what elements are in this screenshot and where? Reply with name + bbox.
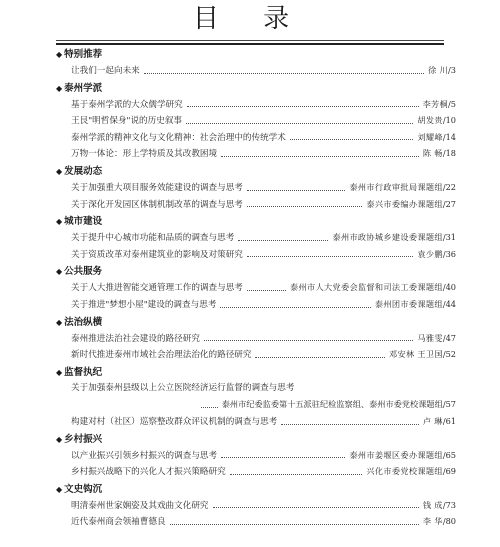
entry-page: /22 — [442, 182, 456, 192]
entry-title: 明清泰州世家娴姿及其戏曲文化研究 — [71, 500, 209, 511]
section-name: 公共服务 — [64, 266, 103, 278]
entry-author: 泰兴市委编办课题组 — [366, 198, 443, 209]
leader-dots — [230, 468, 363, 475]
entry-author: 李芳桐 — [422, 98, 449, 109]
section-heading — [56, 434, 102, 446]
leader-dots — [213, 501, 419, 508]
entry-author: 袁少鹏 — [417, 248, 443, 259]
leader-dots — [247, 184, 346, 191]
section-heading — [56, 317, 102, 329]
entry-title: 万物一体论：形上学特质及其改教困境 — [71, 149, 218, 160]
section-name: 特别推荐 — [64, 49, 103, 60]
section-name: 文史钩沉 — [64, 483, 103, 495]
entry-author: 泰州市行政审批局课题组 — [349, 182, 443, 192]
entry-page: /52 — [442, 349, 456, 360]
section-heading — [56, 49, 102, 61]
leader-dots — [255, 351, 385, 358]
entry-title: 关于人大推进智能交通管理工作的调查与思考 — [71, 283, 243, 294]
leader-dots — [187, 100, 419, 107]
leader-dots — [290, 133, 413, 140]
entry-author: 泰州市政协城乡建设委课题组 — [332, 232, 443, 243]
entry-title: 泰州推进法治社会建设的路径研究 — [71, 333, 200, 344]
leader-dots — [247, 284, 286, 291]
leader-dots — [186, 117, 413, 124]
section-heading — [56, 166, 102, 178]
entry-page: /31 — [442, 232, 456, 243]
toc-entry[interactable] — [71, 281, 456, 293]
toc-entry[interactable] — [71, 147, 456, 159]
entry-page: /73 — [442, 499, 456, 510]
toc-entry[interactable] — [71, 181, 456, 193]
entry-page: /69 — [442, 466, 456, 477]
entry-author: 泰州市人大党委会监督和司法工委课题组 — [290, 282, 443, 293]
page-title: 目 录 — [192, 4, 308, 34]
leader-dots — [281, 418, 419, 425]
toc-entry[interactable] — [71, 332, 456, 344]
leader-dots — [170, 518, 419, 525]
toc-entry[interactable] — [71, 348, 456, 360]
entry-author: 卢 琳 — [422, 416, 443, 426]
toc-entry[interactable] — [71, 64, 456, 76]
entry-title: 乡村振兴战略下的兴化人才振兴策略研究 — [71, 467, 226, 478]
leader-dots — [247, 200, 363, 207]
toc-entry[interactable] — [71, 231, 456, 243]
entry-page: /10 — [442, 115, 456, 126]
entry-title: 关于资质改革对泰州建筑业的影响及对策研究 — [71, 249, 243, 260]
entry-title: 王艮"明哲保身"说的历史叙事 — [71, 116, 183, 127]
diamond-bullet-icon: ◆ — [56, 217, 63, 227]
leader-dots — [220, 301, 370, 308]
leader-dots — [247, 250, 413, 257]
entry-author: 胡发贵 — [417, 115, 443, 126]
section-name: 监督执纪 — [64, 366, 103, 378]
entry-title: 关于加强泰州县级以上公立医院经济运行监督的调查与思考 — [71, 382, 295, 393]
entry-author: 李 华 — [422, 516, 443, 527]
entry-author: 马雅雯 — [417, 332, 443, 343]
entry-title: 新时代推进泰州市域社会治理法治化的路径研究 — [71, 350, 252, 361]
entry-title: 关于深化开发园区体制机制改革的调查与思考 — [71, 199, 243, 210]
toc-entry[interactable] — [71, 499, 456, 511]
section-heading — [56, 216, 102, 228]
diamond-bullet-icon: ◆ — [56, 367, 63, 377]
entry-page: /65 — [442, 449, 456, 460]
diamond-bullet-icon: ◆ — [56, 434, 63, 444]
leader-dots — [221, 150, 419, 157]
section-name: 法治纵横 — [64, 316, 103, 328]
diamond-bullet-icon: ◆ — [56, 167, 63, 176]
title-rule-thick — [56, 43, 444, 45]
entry-page: /5 — [448, 98, 456, 109]
entry-title: 让我们一起向未来 — [71, 66, 140, 76]
entry-page: /47 — [442, 332, 456, 343]
section-name: 发展动态 — [64, 166, 103, 177]
toc-entry[interactable] — [71, 298, 456, 310]
entry-title: 泰州学派的精神文化与文化精神：社会治理中的传统学术 — [71, 132, 286, 143]
entry-title: 基于泰州学派的大众儒学研究 — [71, 99, 183, 110]
entry-page: /80 — [442, 516, 456, 527]
entry-page: /61 — [442, 416, 456, 426]
entry-author: 陈 畅 — [422, 148, 443, 159]
entry-title: 关于提升中心城市功能和品质的调查与思考 — [71, 233, 235, 244]
section-heading — [56, 266, 102, 278]
entry-page: /57 — [442, 399, 456, 410]
diamond-bullet-icon: ◆ — [56, 484, 63, 494]
entry-page: /3 — [448, 65, 456, 75]
entry-author: 徐 川 — [428, 65, 449, 75]
entry-title: 近代泰州商会领袖曹德良 — [71, 517, 166, 528]
leader-dots — [221, 451, 345, 458]
section-name: 城市建设 — [64, 216, 103, 228]
toc-entry[interactable] — [71, 98, 456, 110]
entry-page: /14 — [442, 131, 456, 142]
diamond-bullet-icon: ◆ — [56, 83, 63, 93]
leader-dots — [144, 67, 424, 74]
entry-title: 以产业振兴引领乡村振兴的调查与思考 — [71, 450, 218, 461]
entry-title: 构建对村（社区）巡察整改群众评议机制的调查与思考 — [71, 417, 278, 427]
entry-author: 邓安林 王卫国 — [388, 349, 443, 360]
section-name: 乡村振兴 — [64, 433, 103, 445]
toc-entry[interactable] — [71, 449, 456, 461]
leader-dots — [204, 334, 413, 341]
toc-entry[interactable] — [71, 415, 456, 427]
toc-entry[interactable] — [71, 198, 456, 210]
section-heading — [56, 367, 102, 379]
entry-page: /18 — [442, 148, 456, 159]
toc-entry[interactable] — [71, 131, 456, 143]
section-heading — [56, 484, 102, 496]
entry-page: /40 — [442, 282, 456, 293]
entry-page: /36 — [442, 248, 456, 259]
diamond-bullet-icon: ◆ — [56, 317, 63, 327]
toc-entry-continuation — [71, 398, 456, 410]
toc-entry[interactable] — [71, 515, 456, 527]
diamond-bullet-icon: ◆ — [56, 267, 63, 277]
toc-entry[interactable] — [71, 382, 456, 394]
section-heading — [56, 83, 102, 95]
toc-entry[interactable] — [71, 248, 456, 260]
entry-author: 兴化市委党校课题组 — [366, 466, 443, 477]
entry-title: 关于推进"梦想小屋"建设的调查与思考 — [71, 300, 217, 310]
entry-author: 钱 成 — [422, 499, 443, 510]
title-rule — [56, 40, 444, 41]
entry-author: 泰州团市委课题组 — [374, 299, 443, 309]
entry-author: 刘耀峰 — [417, 131, 443, 142]
leader-dots — [201, 401, 218, 408]
toc-entry[interactable] — [71, 114, 456, 126]
diamond-bullet-icon: ◆ — [56, 50, 63, 59]
leader-dots — [238, 234, 328, 241]
entry-author: 泰州市姜堰区委办课题组 — [349, 449, 443, 460]
section-name: 泰州学派 — [64, 82, 103, 94]
entry-author: 泰州市纪委监委第十五派驻纪检监察组、泰州市委党校课题组 — [221, 399, 443, 410]
entry-title: 关于加强重大项目服务效能建设的调查与思考 — [71, 183, 243, 193]
entry-page: /27 — [442, 198, 456, 209]
entry-page: /44 — [442, 299, 456, 309]
toc-entry[interactable] — [71, 465, 456, 477]
